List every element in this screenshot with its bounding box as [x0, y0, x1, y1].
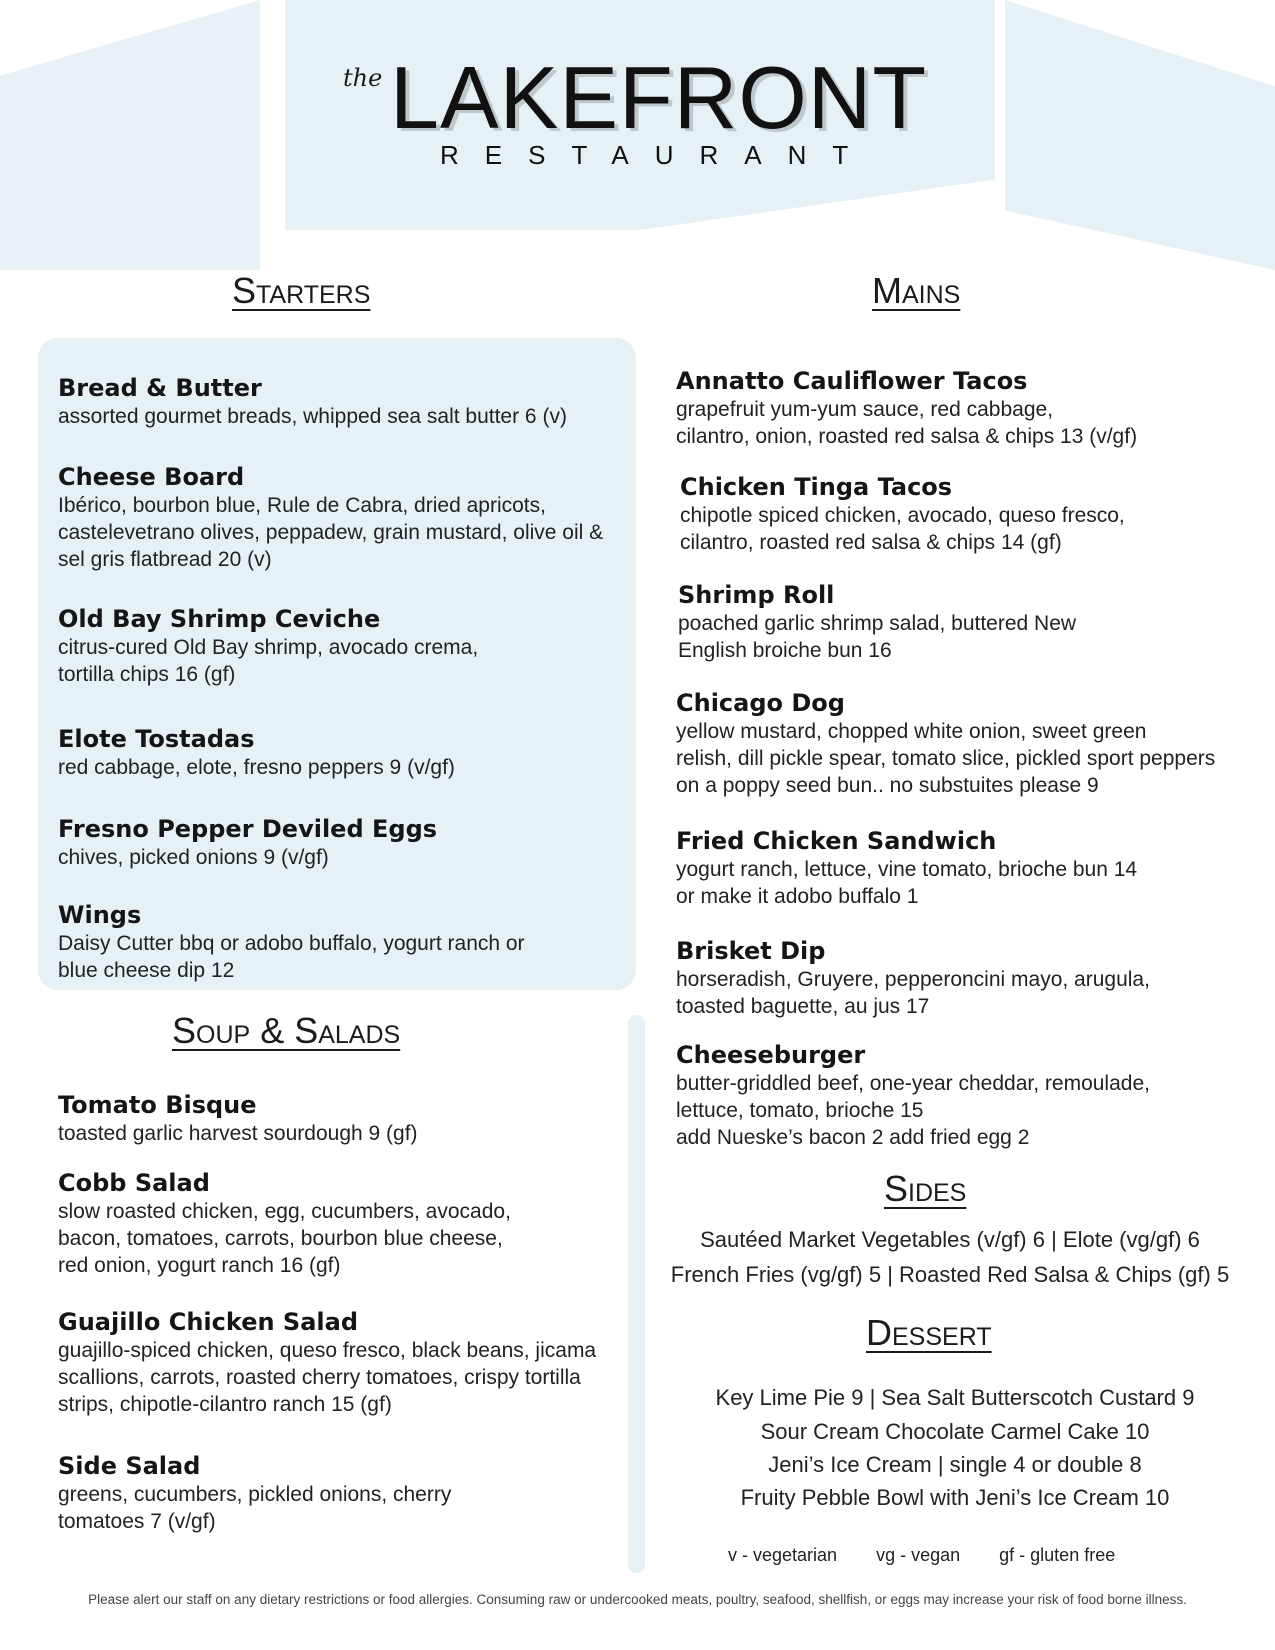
menu-item — [676, 826, 1137, 910]
item-name: Chicken Tinga Tacos — [680, 473, 953, 501]
sides-line: French Fries (vg/gf) 5 | Roasted Red Salsa & Chips (gf) 5 — [670, 1262, 1230, 1287]
menu-item — [676, 688, 1215, 799]
item-description: slow roasted chicken, egg, cucumbers, avocado, — [58, 1200, 511, 1223]
item-name: Bread & Butter — [58, 374, 262, 402]
item-description: horseradish, Gruyere, pepperoncini mayo, arugula, — [676, 968, 1150, 991]
sides-line: Sautéed Market Vegetables (v/gf) 6 | Elote (vg/gf) 6 — [700, 1227, 1200, 1252]
item-description: or make it adobo buffalo 1 — [676, 885, 919, 908]
menu-item — [676, 366, 1137, 450]
item-name: Annatto Cauliflower Tacos — [676, 367, 1028, 395]
item-description: red cabbage, elote, fresno peppers 9 (v/gf) — [58, 756, 455, 779]
menu-item — [58, 814, 437, 871]
item-description: toasted garlic harvest sourdough 9 (gf) — [58, 1122, 418, 1145]
item-description: yogurt ranch, lettuce, vine tomato, brioche bun 14 — [676, 858, 1138, 881]
mains-heading: Mains — [872, 270, 961, 311]
item-description: scallions, carrots, roasted cherry tomatoes, crispy tortilla — [58, 1366, 581, 1389]
allergy-footnote: Please alert our staff on any dietary restrictions or food allergies. Consuming raw or undercooked meats, poultry, seafood, shellfish, or eggs may increase your risk of food borne illness. — [88, 1592, 1187, 1607]
item-description: chives, picked onions 9 (v/gf) — [58, 846, 329, 869]
header-backdrop-left — [0, 0, 260, 270]
item-description: tortilla chips 16 (gf) — [58, 663, 236, 686]
menu-item — [58, 604, 478, 688]
sides-heading: Sides — [884, 1168, 967, 1209]
item-description: red onion, yogurt ranch 16 (gf) — [58, 1254, 341, 1277]
logo-subtitle: RESTAURANT — [440, 140, 875, 170]
item-description: Ibérico, bourbon blue, Rule de Cabra, dried apricots, — [58, 494, 546, 517]
item-name: Shrimp Roll — [678, 581, 835, 609]
header-backdrop-right — [1005, 0, 1275, 270]
item-name: Chicago Dog — [676, 689, 845, 717]
dessert-line: Key Lime Pie 9 | Sea Salt Butterscotch Custard 9 — [715, 1385, 1195, 1410]
item-description: English broiche bun 16 — [678, 639, 892, 662]
item-description: toasted baguette, au jus 17 — [676, 995, 930, 1018]
dessert-line: Fruity Pebble Bowl with Jeni’s Ice Cream 10 — [740, 1485, 1170, 1510]
item-name: Cheese Board — [58, 463, 245, 491]
dessert-line: Sour Cream Chocolate Carmel Cake 10 — [760, 1419, 1150, 1444]
item-description: on a poppy seed bun.. no substuites please 9 — [676, 774, 1099, 797]
item-name: Fresno Pepper Deviled Eggs — [58, 815, 438, 843]
dessert-line: Jeni’s Ice Cream | single 4 or double 8 — [768, 1452, 1142, 1477]
menu-item — [676, 1040, 1150, 1151]
item-description: relish, dill pickle spear, tomato slice, pickled sport peppers — [676, 747, 1216, 770]
menu-item — [58, 1307, 596, 1418]
menu-item — [58, 1090, 418, 1147]
item-description: greens, cucumbers, pickled onions, cherry — [58, 1483, 452, 1506]
item-description: cilantro, onion, roasted red salsa & chips 13 (v/gf) — [676, 425, 1138, 448]
item-description: Daisy Cutter bbq or adobo buffalo, yogurt ranch or — [58, 932, 525, 955]
item-description: bacon, tomatoes, carrots, bourbon blue cheese, — [58, 1227, 503, 1250]
menu-item — [678, 580, 1076, 664]
menu-item — [58, 462, 603, 573]
logo-wordmark: LAKEFRONT — [390, 48, 928, 147]
item-name: Cobb Salad — [58, 1169, 210, 1197]
starters-heading: Starters — [232, 270, 371, 311]
item-description: tomatoes 7 (v/gf) — [58, 1510, 216, 1533]
menu-item — [676, 936, 1150, 1020]
item-description: guajillo-spiced chicken, queso fresco, black beans, jicama — [58, 1339, 597, 1362]
item-description: butter-griddled beef, one-year cheddar, remoulade, — [676, 1072, 1150, 1095]
legend-vegan: vg - vegan — [876, 1545, 961, 1565]
item-name: Side Salad — [58, 1452, 201, 1480]
item-description: add Nueske’s bacon 2 add fried egg 2 — [676, 1126, 1030, 1149]
item-description: strips, chipotle-cilantro ranch 15 (gf) — [58, 1393, 392, 1416]
legend-gluten-free: gf - gluten free — [999, 1545, 1116, 1565]
menu-item — [680, 472, 1125, 556]
item-name: Cheeseburger — [676, 1041, 866, 1069]
column-divider — [628, 1015, 645, 1573]
item-description: lettuce, tomato, brioche 15 — [676, 1099, 924, 1122]
menu-item — [58, 1168, 511, 1279]
item-name: Brisket Dip — [676, 937, 826, 965]
logo-the: the — [343, 64, 383, 92]
item-description: chipotle spiced chicken, avocado, queso fresco, — [680, 504, 1125, 527]
dietary-legend — [728, 1545, 1149, 1566]
menu-item — [58, 900, 525, 984]
dessert-heading: Dessert — [866, 1312, 992, 1353]
menu-item — [58, 373, 567, 430]
item-name: Fried Chicken Sandwich — [676, 827, 997, 855]
item-description: sel gris flatbread 20 (v) — [58, 548, 272, 571]
menu-item — [58, 1451, 451, 1535]
item-description: cilantro, roasted red salsa & chips 14 (gf) — [680, 531, 1062, 554]
item-description: yellow mustard, chopped white onion, sweet green — [676, 720, 1147, 743]
item-name: Old Bay Shrimp Ceviche — [58, 605, 381, 633]
item-description: castelevetrano olives, peppadew, grain mustard, olive oil & — [58, 521, 604, 544]
item-name: Tomato Bisque — [58, 1091, 257, 1119]
legend-vegetarian: v - vegetarian — [728, 1545, 838, 1565]
soups-salads-heading: Soup & Salads — [172, 1010, 401, 1051]
item-name: Elote Tostadas — [58, 725, 255, 753]
item-description: grapefruit yum-yum sauce, red cabbage, — [676, 398, 1054, 421]
item-name: Wings — [58, 901, 142, 929]
item-description: citrus-cured Old Bay shrimp, avocado crema, — [58, 636, 479, 659]
item-description: poached garlic shrimp salad, buttered New — [678, 612, 1077, 635]
menu-item — [58, 724, 455, 781]
item-description: blue cheese dip 12 — [58, 959, 235, 982]
item-name: Guajillo Chicken Salad — [58, 1308, 358, 1336]
item-description: assorted gourmet breads, whipped sea salt butter 6 (v) — [58, 405, 567, 428]
